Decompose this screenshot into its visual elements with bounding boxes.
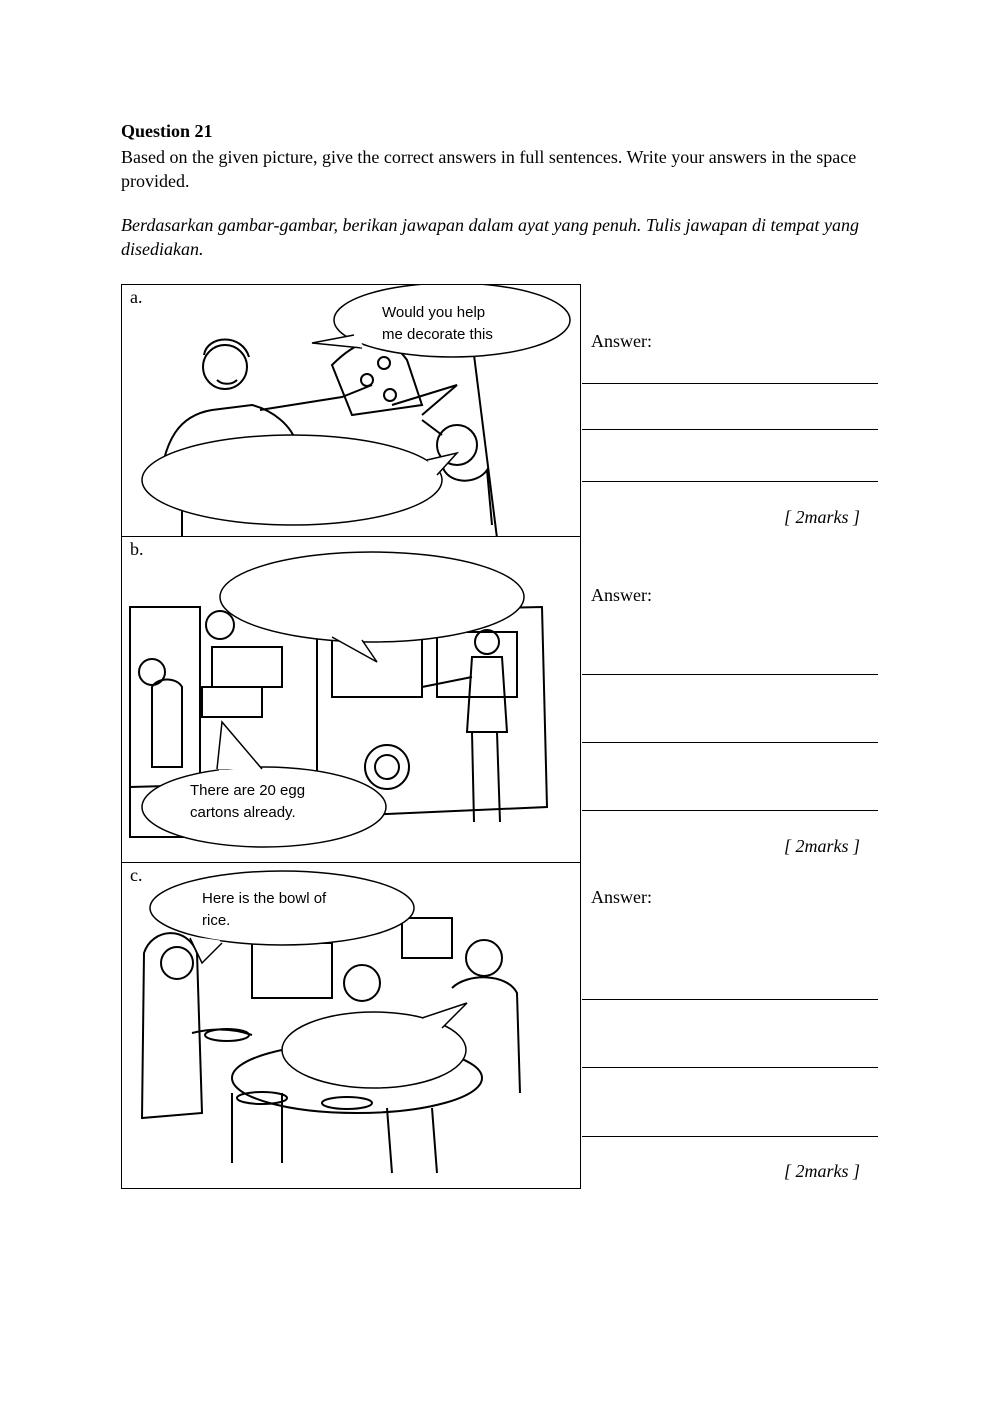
marks-a: [ 2marks ] — [784, 507, 861, 527]
illustration-decorating-tree — [122, 285, 581, 537]
illustration-family-dinner — [122, 863, 581, 1189]
answer-line-c-3[interactable] — [582, 1136, 878, 1137]
answer-line-a-2[interactable] — [582, 429, 878, 430]
answer-line-c-2[interactable] — [582, 1067, 878, 1068]
question-title: Question 21 — [121, 121, 213, 141]
empty-speech-bubble-b — [220, 552, 524, 642]
instruction-english: Based on the given picture, give the correct answers in full sentences. Write your answers in the space provided. — [121, 147, 857, 191]
answer-line-a-3[interactable] — [582, 481, 878, 482]
illustration-egg-cartons-van — [122, 537, 581, 863]
bubble-c-line-1: Here is the bowl of — [202, 890, 327, 907]
instruction-malay: Berdasarkan gambar-gambar, berikan jawapan dalam ayat yang penuh. Tulis jawapan di tempat yang disediakan. — [121, 215, 859, 259]
marks-c: [ 2marks ] — [784, 1161, 861, 1181]
bubble-b-line-1: There are 20 egg — [190, 782, 306, 799]
answer-line-b-3[interactable] — [582, 810, 878, 811]
panel-letter-c: c. — [130, 865, 143, 885]
bubble-a-line-1: Would you help — [382, 304, 486, 321]
answer-line-c-1[interactable] — [582, 999, 878, 1000]
bubble-c-line-2: rice. — [202, 912, 231, 929]
picture-panel-a — [121, 284, 581, 537]
bubble-a-line-2: me decorate this — [382, 326, 493, 343]
panel-letter-b: b. — [130, 539, 144, 559]
answer-line-a-1[interactable] — [582, 383, 878, 384]
picture-panel-c — [121, 862, 581, 1189]
answer-line-b-2[interactable] — [582, 742, 878, 743]
panel-letter-a: a. — [130, 287, 143, 307]
answer-label-b: Answer: — [591, 585, 652, 605]
answer-label-c: Answer: — [591, 887, 652, 907]
empty-speech-bubble-a — [142, 435, 442, 525]
speech-bubble-c — [150, 871, 414, 945]
bubble-b-line-2: cartons already. — [190, 804, 296, 821]
answer-label-a: Answer: — [591, 331, 652, 351]
answer-line-b-1[interactable] — [582, 674, 878, 675]
marks-b: [ 2marks ] — [784, 836, 861, 856]
speech-bubble-a — [334, 285, 570, 357]
picture-panel-b — [121, 536, 581, 863]
